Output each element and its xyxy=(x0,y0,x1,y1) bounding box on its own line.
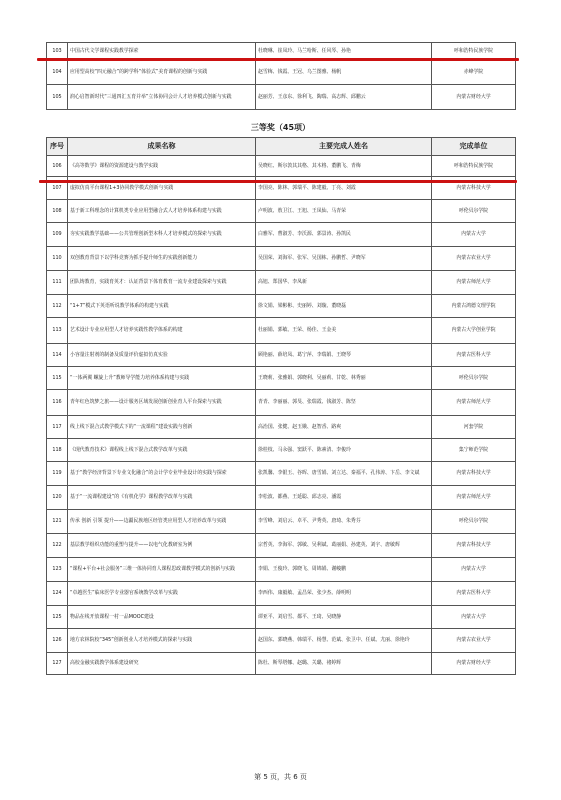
section-heading: 三等奖（45项） xyxy=(250,123,311,132)
cell-unit: 内蒙古大学创业学院 xyxy=(432,318,516,344)
table-row xyxy=(47,61,516,85)
cell-no: 110 xyxy=(47,247,68,271)
cell-no: 120 xyxy=(47,486,68,510)
header-no: 序号 xyxy=(47,138,68,156)
red-underline-row-103 xyxy=(37,58,519,61)
table-row xyxy=(47,318,516,344)
cell-title: 应用型高校“四元融合”的跨学科“体验式”美育课程的创新与实践 xyxy=(68,61,256,85)
cell-no: 106 xyxy=(47,156,68,177)
cell-title: 虚拟仿真平台课程1+3协同教学模式创新与实践 xyxy=(68,177,256,200)
cell-unit: 内蒙古农业大学 xyxy=(432,247,516,271)
cell-unit: 内蒙古财经大学 xyxy=(432,653,516,675)
cell-names: 吴晓红、斯尔敦其其格、其木格、董鹏飞、青梅 xyxy=(256,156,432,177)
cell-title: 润心启智新时代“三通四汇五育并举”立体协同会计人才培养模式创新与实践 xyxy=(68,85,256,110)
cell-unit: 内蒙古大学 xyxy=(432,558,516,582)
cell-title: 团队铸教育，实践育英才：认证背景下体育教育一流专业建设探索与实践 xyxy=(68,271,256,295)
cell-no: 124 xyxy=(47,582,68,606)
cell-names: 李西伟、康毅敏、孟昌荣、张少杰、薛明明 xyxy=(256,582,432,606)
cell-names: 王晓莉、张雅娟、郭晓利、吴丽莉、甘乾、林秀丽 xyxy=(256,367,432,390)
cell-names: 顾艳丽、薛培凤、葛宁萍、李瑞娟、王晓琴 xyxy=(256,344,432,367)
cell-names: 李娟、王俊玲、郭晓飞、周锦娟、谢峻鹏 xyxy=(256,558,432,582)
table-row xyxy=(47,416,516,439)
table-row xyxy=(47,534,516,558)
table-row xyxy=(47,271,516,295)
cell-no: 115 xyxy=(47,367,68,390)
cell-unit: 内蒙古鸿德文理学院 xyxy=(432,295,516,318)
cell-title: 夯实实践教学基础——公共管理创新型本科人才培养模式的探索与实践 xyxy=(68,223,256,247)
cell-names: 白雅军、曹淑芳、李沃源、郭景涛、孙凯民 xyxy=(256,223,432,247)
cell-names: 张凯馨、李银玉、谷晖、唐雪娟、刘立达、秦福平、孔伟涛、卞岳、李文斌 xyxy=(256,462,432,486)
table-row xyxy=(47,85,516,110)
cell-unit: 呼和浩特民族学院 xyxy=(432,156,516,177)
table-row xyxy=(47,606,516,629)
cell-no: 113 xyxy=(47,318,68,344)
cell-title: 传承 创新 引领 提升——边疆民族地区经管类应用型人才培养改革与实践 xyxy=(68,510,256,534)
cell-title: 基于“教学经济背景下专业文化融合”的会计学专业毕业设计的实践与探索 xyxy=(68,462,256,486)
cell-unit: 河套学院 xyxy=(432,416,516,439)
table-row xyxy=(47,390,516,416)
cell-unit: 内蒙古大学 xyxy=(432,606,516,629)
cell-no: 123 xyxy=(47,558,68,582)
cell-no: 107 xyxy=(47,177,68,200)
cell-no: 117 xyxy=(47,416,68,439)
cell-title: 中国古代文学课程实践教学探索 xyxy=(68,43,256,61)
cell-title: 物品在线开放课程一村一品MOOC建设 xyxy=(68,606,256,629)
cell-no: 104 xyxy=(47,61,68,85)
cell-names: 李雪峰、刘启云、卓平、尹秀英、唐琦、朱秀芬 xyxy=(256,510,432,534)
table-row xyxy=(47,629,516,653)
cell-title: 青年红色筑梦之旅——设计服务区域发展创新创业育人平台探索与实践 xyxy=(68,390,256,416)
table-row xyxy=(47,247,516,271)
cell-unit: 内蒙古科技大学 xyxy=(432,462,516,486)
cell-unit: 呼伦贝尔学院 xyxy=(432,367,516,390)
cell-no: 108 xyxy=(47,200,68,223)
cell-names: 李国亮、陈林、郭瑞平、陈建毅、丁亮、刘霞 xyxy=(256,177,432,200)
cell-names: 赵丽芳、王彦东、徐利飞、陶瑞、高志辉、邱鹏云 xyxy=(256,85,432,110)
cell-names: 吴国荣、刘海军、张军、吴国栋、孙鹏哲、尹晓军 xyxy=(256,247,432,271)
red-underline-row-106 xyxy=(39,180,517,183)
cell-names: 高旭、郑国华、李凤新 xyxy=(256,271,432,295)
cell-names: 青青、李丽丽、郭旻、张瑞霞、钱淑芳、陈坚 xyxy=(256,390,432,416)
cell-unit: 内蒙古医科大学 xyxy=(432,582,516,606)
cell-title: 艺术设计专业应用型人才培养实践性教学体系的构建 xyxy=(68,318,256,344)
table-row xyxy=(47,653,516,675)
table-row xyxy=(47,223,516,247)
cell-title: 地方农林院校“345”创新创业人才培养模式的探索与实践 xyxy=(68,629,256,653)
table-row xyxy=(47,295,516,318)
cell-no: 119 xyxy=(47,462,68,486)
cell-unit: 呼和浩特民族学院 xyxy=(432,43,516,61)
table-row xyxy=(47,510,516,534)
cell-names: 徐文娟、梁彬彬、史丽婷、刘璇、董晓磊 xyxy=(256,295,432,318)
cell-title: 基于“一流课程建设”的《有机化学》课程教学改革与实践 xyxy=(68,486,256,510)
header-row xyxy=(47,138,516,156)
cell-names: 徐桂枝、马永强、窦跃平、陈素清、李俊玲 xyxy=(256,439,432,462)
cell-no: 103 xyxy=(47,43,68,61)
cell-unit: 内蒙古大学 xyxy=(432,223,516,247)
cell-unit: 集宁师范学院 xyxy=(432,439,516,462)
cell-unit: 内蒙古师范大学 xyxy=(432,271,516,295)
cell-no: 105 xyxy=(47,85,68,110)
cell-no: 127 xyxy=(47,653,68,675)
cell-title: 《高等数学》课程的资源建设与教学实践 xyxy=(68,156,256,177)
cell-no: 118 xyxy=(47,439,68,462)
cell-no: 114 xyxy=(47,344,68,367)
cell-title: 双创教育背景下以学科竞赛为抓手提升师生的实践创新能力 xyxy=(68,247,256,271)
cell-no: 125 xyxy=(47,606,68,629)
table-row xyxy=(47,367,516,390)
cell-names: 赵雪梅、钱霞、王冠、乌兰图雅、杨帆 xyxy=(256,61,432,85)
table-row xyxy=(47,344,516,367)
cell-names: 谭亚平、刘启雪、都平、王琦、吴晓静 xyxy=(256,606,432,629)
cell-unit: 内蒙古科技大学 xyxy=(432,177,516,200)
cell-unit: 呼伦贝尔学院 xyxy=(432,510,516,534)
cell-unit: 内蒙古农业大学 xyxy=(432,629,516,653)
cell-title: 基于新工科理念的计算机类专业应用型融合式人才培养体系构建与实践 xyxy=(68,200,256,223)
cell-names: 卢明波、敖卫江、王旭、王凤仙、马青荣 xyxy=(256,200,432,223)
cell-unit: 呼伦贝尔学院 xyxy=(432,200,516,223)
header-title: 成果名称 xyxy=(68,138,256,156)
cell-no: 122 xyxy=(47,534,68,558)
header-unit: 完成单位 xyxy=(432,138,516,156)
cell-title: 基层教学组织功能的重塑与提升——以电气化教研室为例 xyxy=(68,534,256,558)
page-footer: 第 5 页，共 6 页 xyxy=(254,773,307,781)
cell-unit: 内蒙古科技大学 xyxy=(432,534,516,558)
cell-names: 杜丽娟、郭敏、王荣、杨佳、王金美 xyxy=(256,318,432,344)
table-row xyxy=(47,462,516,486)
cell-unit: 内蒙古医科大学 xyxy=(432,344,516,367)
header-names: 主要完成人姓名 xyxy=(256,138,432,156)
cell-title: 高校金融实践教学体系建设研究 xyxy=(68,653,256,675)
cell-unit: 内蒙古师范大学 xyxy=(432,486,516,510)
cell-names: 杜晓琳、崔凤玲、马兰哈斯、任风琴、孙艳 xyxy=(256,43,432,61)
cell-title: “卓越医生”临床医学专业器官系统教学改革与实践 xyxy=(68,582,256,606)
table-row xyxy=(47,486,516,510)
table-row xyxy=(47,558,516,582)
top-table xyxy=(46,42,516,110)
table-row xyxy=(47,156,516,177)
table-row xyxy=(47,200,516,223)
table-row xyxy=(47,439,516,462)
cell-title: “1+7”模式下英语听说教学体系的构建与实践 xyxy=(68,295,256,318)
cell-title: “课程+平台+社会服务”三维一体协同育人课程思政课教学模式的创新与实践 xyxy=(68,558,256,582)
cell-names: 陈杜、斯琴塔娜、赵璐、关璐、褚婷辉 xyxy=(256,653,432,675)
cell-no: 109 xyxy=(47,223,68,247)
cell-names: 宗哲英、李海军、郭敏、吴利斌、葛丽娟、孙建英、刘宇、唐敏辉 xyxy=(256,534,432,558)
cell-names: 高治国、张健、赵玉娥、赵智香、路爽 xyxy=(256,416,432,439)
cell-title: 线上线下混合式教学模式下的“一流课程”建设实践与创新 xyxy=(68,416,256,439)
cell-title: 《现代教育技术》课程线上线下混合式教学改革与实践 xyxy=(68,439,256,462)
cell-title: 小容量注射剂的制备及质量评价虚拟仿真实验 xyxy=(68,344,256,367)
cell-names: 李松波、都燕、王延聪、邱志亮、潘霞 xyxy=(256,486,432,510)
cell-unit: 赤峰学院 xyxy=(432,61,516,85)
cell-no: 126 xyxy=(47,629,68,653)
cell-unit: 内蒙古师范大学 xyxy=(432,390,516,416)
cell-no: 112 xyxy=(47,295,68,318)
cell-names: 赵国东、郭晓燕、韩瑞平、杨慧、范斌、张卫中、任斌、尤丽、徐艳玲 xyxy=(256,629,432,653)
cell-no: 111 xyxy=(47,271,68,295)
cell-title: “一体两翼 螺旋上升”教师导学能力培养体系构建与实践 xyxy=(68,367,256,390)
table-row xyxy=(47,582,516,606)
cell-no: 116 xyxy=(47,390,68,416)
awards-table xyxy=(46,137,516,675)
cell-unit: 内蒙古财经大学 xyxy=(432,85,516,110)
cell-no: 121 xyxy=(47,510,68,534)
